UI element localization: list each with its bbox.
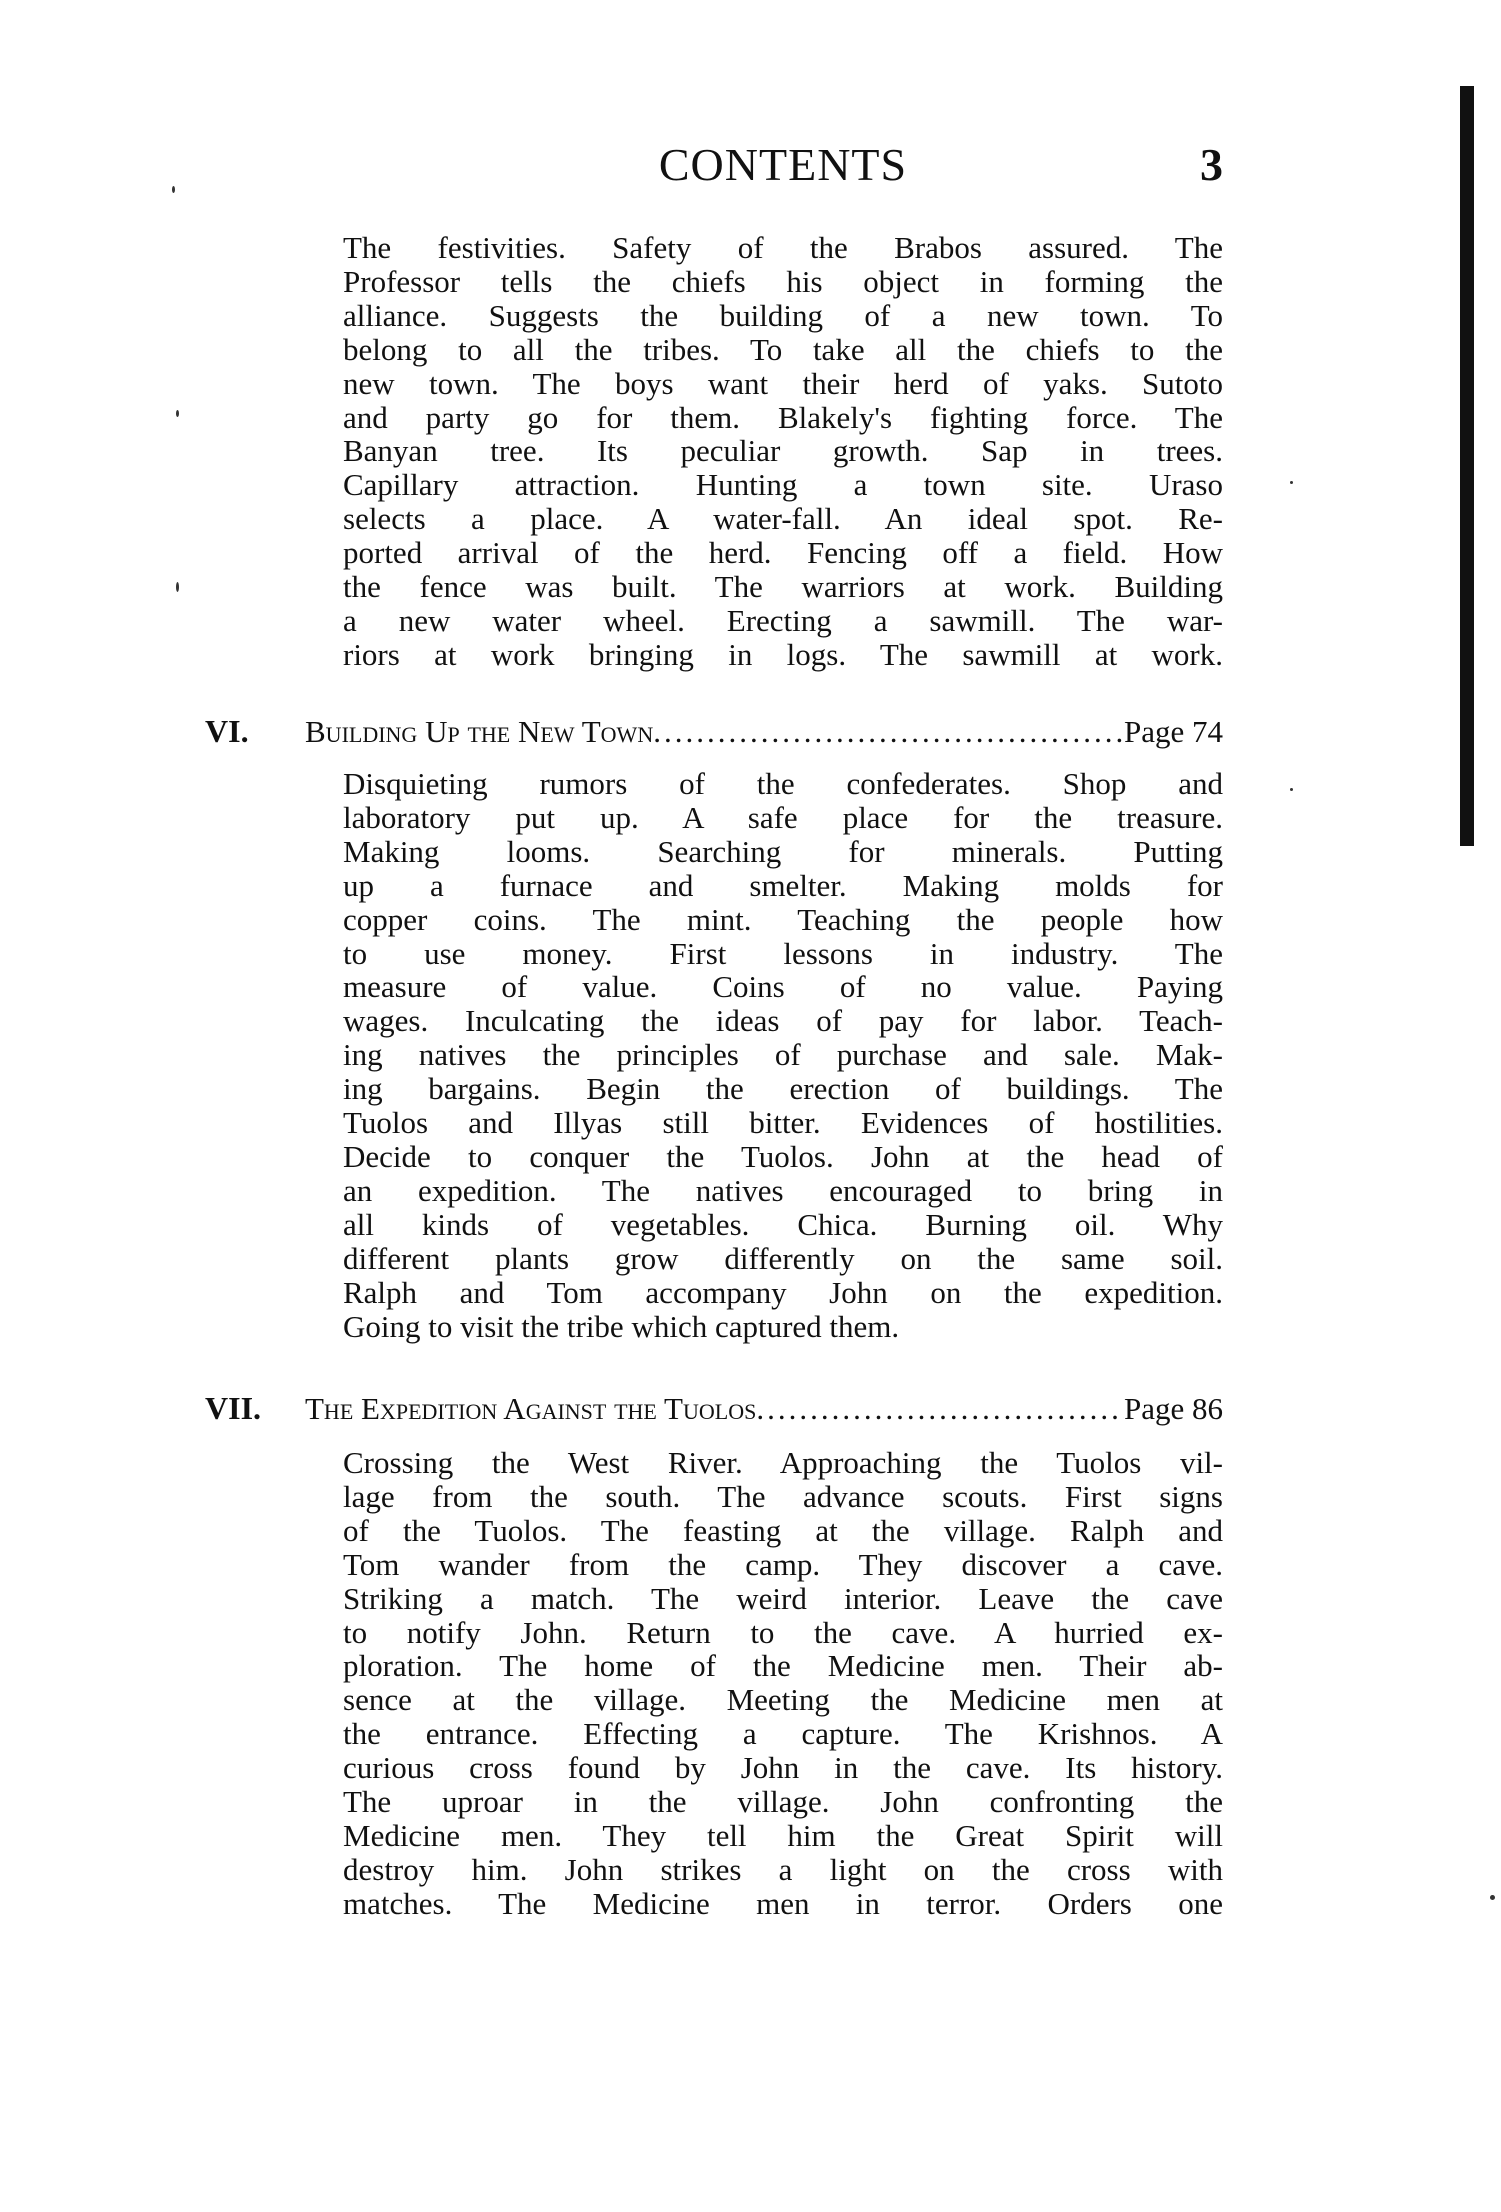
summary-line: selects a place. A water-fall. An ideal spot. Re- (343, 501, 1223, 537)
summary-line: belong to all the tribes. To take all the chiefs to the (343, 331, 1223, 367)
dot-leader (653, 714, 1124, 750)
summary-line: Tom wander from the camp. They discover a cave. (343, 1546, 1223, 1582)
scan-speck (1290, 481, 1293, 484)
summary-line: a new water wheel. Erecting a sawmill. The war- (343, 602, 1223, 638)
summary-line: matches. The Medicine men in terror. Orders one (343, 1885, 1223, 1921)
scan-edge-bar (1460, 86, 1474, 846)
summary-line: different plants grow differently on the same soil. (343, 1240, 1223, 1276)
scan-speck (1290, 788, 1293, 791)
summary-line: ported arrival of the herd. Fencing off a field. How (343, 535, 1223, 571)
scan-speck (176, 410, 179, 417)
page-number: 3 (1200, 139, 1223, 190)
chapter-page: Page 86 (1123, 1391, 1223, 1426)
summary-line: The uproar in the village. John confronting the (343, 1784, 1223, 1820)
summary-line: Crossing the West River. Approaching the Tuolos vil- (343, 1445, 1223, 1480)
scan-speck (1490, 1895, 1495, 1900)
summary-line: curious cross found by John in the cave. Its history. (343, 1750, 1223, 1786)
chapter-title: Building Up the New Town (305, 714, 654, 749)
summary-line: Banyan tree. Its peculiar growth. Sap in trees. (343, 433, 1223, 469)
summary-line: Disquieting rumors of the confederates. Shop and (343, 766, 1223, 801)
chapter-summary-continued (343, 231, 1223, 672)
chapter-page: Page 74 (1123, 714, 1223, 749)
summary-line: alliance. Suggests the building of a new town. To (343, 297, 1223, 333)
toc-entry-vii (205, 1390, 1223, 1430)
chapter-summary-vii (343, 1446, 1223, 1921)
summary-line: Making looms. Searching for minerals. Putting (343, 833, 1223, 869)
summary-line: Professor tells the chiefs his object in forming the (343, 263, 1223, 299)
summary-line: sence at the village. Meeting the Medicine men at (343, 1682, 1223, 1718)
summary-line: of the Tuolos. The feasting at the village. Ralph and (343, 1512, 1223, 1548)
summary-line: the fence was built. The warriors at work. Building (343, 569, 1223, 605)
summary-line: ing bargains. Begin the erection of buildings. The (343, 1071, 1223, 1107)
chapter-numeral: VI. (205, 713, 249, 749)
summary-line: wages. Inculcating the ideas of pay for labor. Teach- (343, 1003, 1223, 1039)
toc-entry-vi (205, 713, 1223, 753)
summary-line: Going to visit the tribe which captured them. (343, 1308, 900, 1344)
summary-line: riors at work bringing in logs. The sawmill at work. (343, 636, 1223, 672)
summary-line: and party go for them. Blakely's fighting force. The (343, 399, 1223, 435)
summary-line: laboratory put up. A safe place for the treasure. (343, 799, 1223, 835)
summary-line: Tuolos and Illyas still bitter. Evidences of hostilities. (343, 1105, 1223, 1141)
summary-line: ing natives the principles of purchase and sale. Mak- (343, 1037, 1223, 1073)
summary-line: The festivities. Safety of the Brabos assured. The (343, 230, 1223, 265)
summary-line: to notify John. Return to the cave. A hurried ex- (343, 1614, 1223, 1650)
scan-speck (172, 186, 175, 193)
summary-line: new town. The boys want their herd of yaks. Sutoto (343, 365, 1223, 401)
chapter-numeral: VII. (205, 1390, 262, 1426)
summary-line: an expedition. The natives encouraged to bring in (343, 1172, 1223, 1208)
chapter-summary-vi (343, 767, 1223, 1343)
summary-line: Ralph and Tom accompany John on the expedition. (343, 1274, 1223, 1310)
page-title: CONTENTS (658, 139, 908, 190)
summary-line: Decide to conquer the Tuolos. John at the head of (343, 1138, 1223, 1174)
summary-line: lage from the south. The advance scouts. First signs (343, 1478, 1223, 1514)
summary-line: the entrance. Effecting a capture. The Krishnos. A (343, 1716, 1223, 1752)
running-head (343, 138, 1223, 198)
summary-line: Striking a match. The weird interior. Leave the cave (343, 1580, 1223, 1616)
summary-line: ploration. The home of the Medicine men. Their ab- (343, 1648, 1223, 1684)
summary-line: all kinds of vegetables. Chica. Burning oil. Why (343, 1206, 1223, 1242)
chapter-title: The Expedition Against the Tuolos (305, 1391, 757, 1426)
summary-line: Capillary attraction. Hunting a town site. Uraso (343, 467, 1223, 503)
summary-line: up a furnace and smelter. Making molds for (343, 867, 1223, 903)
scan-speck (176, 582, 179, 592)
dot-leader (756, 1391, 1124, 1427)
summary-line: measure of value. Coins of no value. Paying (343, 969, 1223, 1005)
summary-line: Medicine men. They tell him the Great Spirit will (343, 1817, 1223, 1853)
summary-line: to use money. First lessons in industry. The (343, 935, 1223, 971)
summary-line: destroy him. John strikes a light on the cross with (343, 1851, 1223, 1887)
summary-line: copper coins. The mint. Teaching the people how (343, 901, 1223, 937)
